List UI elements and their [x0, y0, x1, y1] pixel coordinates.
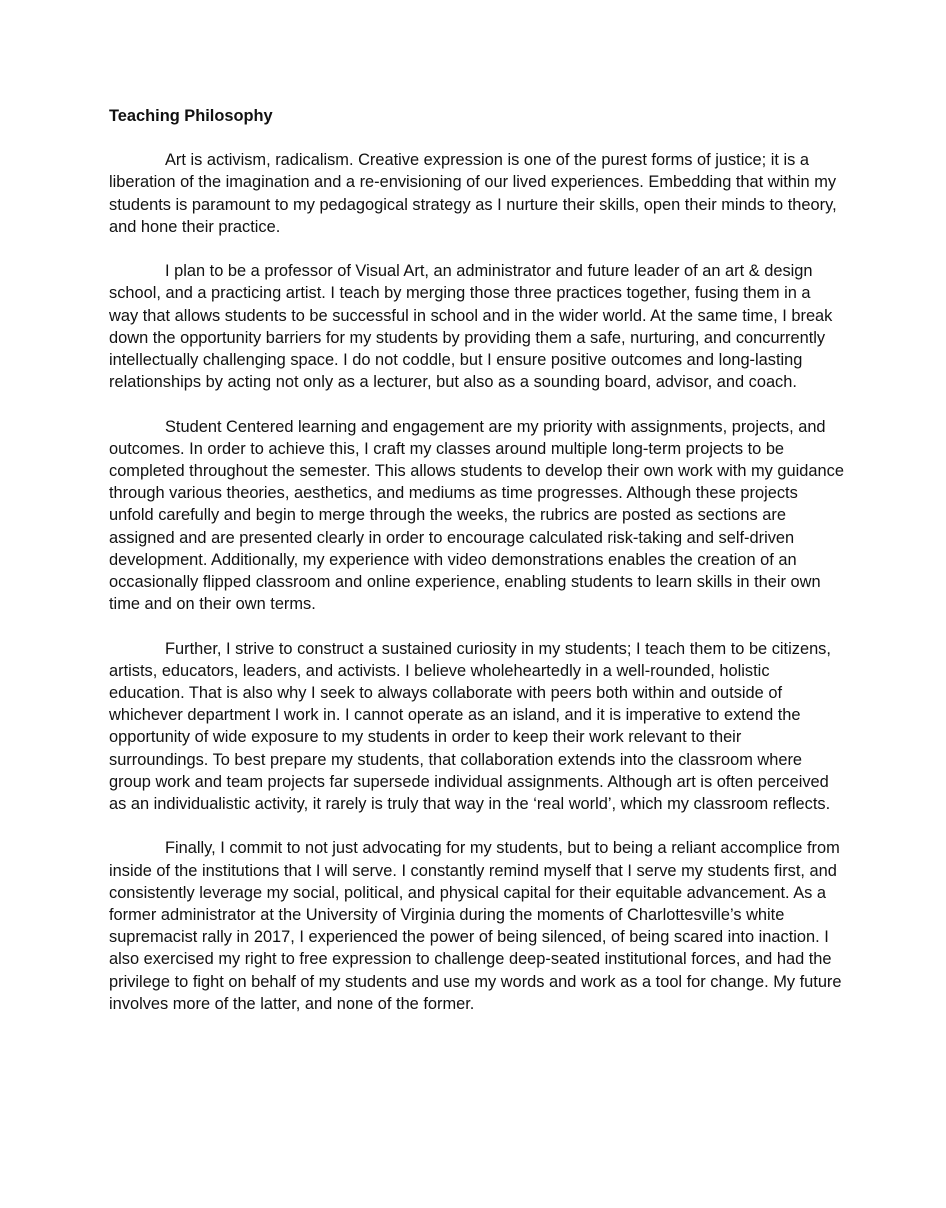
- document-title: Teaching Philosophy: [109, 107, 273, 125]
- document-body: [109, 105, 844, 1015]
- paragraph-roles: I plan to be a professor of Visual Art, an administrator and future leader of an art & design school, and a practicing artist. I teach by merging those three practices together, fusing them in a way that allows students to be successful in school and in the wider world. At the same time, I break down the opportunity barriers for my students by providing them a safe, nurturing, and concurrently intellectually challenging space. I do not coddle, but I ensure positive outcomes and long-lasting relationships by acting not only as a lecturer, but also as a sounding board, advisor, and coach.: [109, 262, 833, 392]
- paragraph-intro: Art is activism, radicalism. Creative expression is one of the purest forms of justice; it is a liberation of the imagination and a re-envisioning of our lived experiences. Embedding that within my students is paramount to my pedagogical strategy as I nurture their skills, open their minds to theory, and hone their practice.: [109, 151, 837, 236]
- paragraph-advocacy: Finally, I commit to not just advocating for my students, but to being a reliant accomplice from inside of the institutions that I will serve. I constantly remind myself that I serve my students first, and consistently leverage my social, political, and physical capital for their equitable advancement. As a former administrator at the University of Virginia during the moments of Charlottesville’s white supremacist rally in 2017, I experienced the power of being silenced, of being scared into inaction. I also exercised my right to free expression to challenge deep-seated institutional forces, and had the privilege to fight on behalf of my students and use my words and work as a tool for change. My future involves more of the latter, and none of the former.: [109, 839, 842, 1013]
- paragraph-curiosity: Further, I strive to construct a sustained curiosity in my students; I teach them to be citizens, artists, educators, leaders, and activists. I believe wholeheartedly in a well-rounded, holistic education. That is also why I seek to always collaborate with peers both within and outside of whichever department I work in. I cannot operate as an island, and it is imperative to extend the opportunity of wide exposure to my students in order to keep their work relevant to their surroundings. To best prepare my students, that collaboration extends into the classroom where group work and team projects far supersede individual assignments. Although art is often perceived as an individualistic activity, it rarely is truly that way in the ‘real world’, which my classroom reflects.: [109, 639, 831, 814]
- paragraph-student-centered: Student Centered learning and engagement are my priority with assignments, projects, and outcomes. In order to achieve this, I craft my classes around multiple long-term projects to be completed throughout the semester. This allows students to develop their own work with my guidance through various theories, aesthetics, and mediums as time progresses. Although these projects unfold carefully and begin to merge through the weeks, the rubrics are posted as sections are assigned and are presented clearly in order to encourage calculated risk-taking and self-driven development. Additionally, my experience with video demonstrations enables the creation of an occasionally flipped classroom and online experience, enabling students to learn skills in their own time and on their own terms.: [109, 417, 844, 614]
